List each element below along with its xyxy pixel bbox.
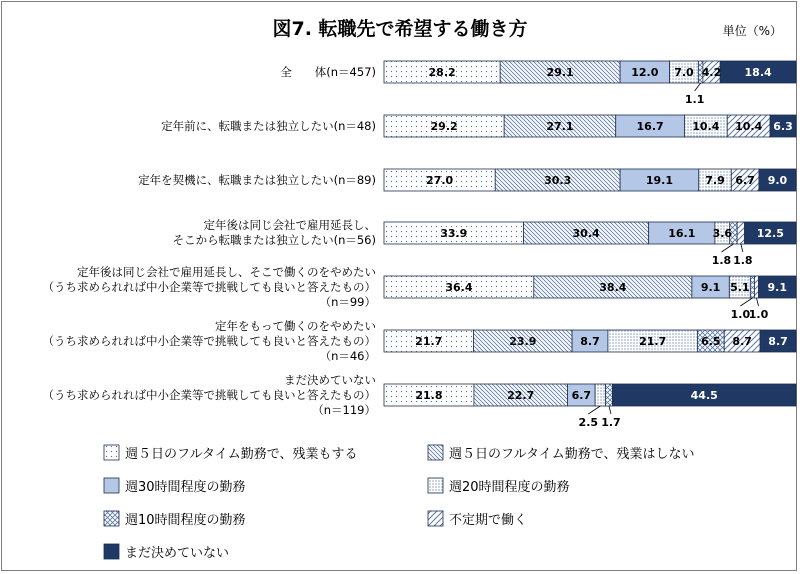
row-label-line: まだ決めていない xyxy=(284,372,376,387)
callout-line xyxy=(695,83,701,91)
value-label: 8.7 xyxy=(768,335,788,348)
row-label-line: （うち求められれば中小企業等で挑戦しても良いと答えたもの） xyxy=(42,387,376,402)
value-label: 8.7 xyxy=(732,335,752,348)
row-label-line: 定年後は同じ会社で雇用延長し、 xyxy=(203,218,376,232)
value-label: 12.0 xyxy=(631,66,659,79)
value-label: 29.2 xyxy=(430,120,458,133)
row-label-line: （うち求められれば中小企業等で挑戦しても良いと答えたもの） xyxy=(42,279,376,294)
value-label: 36.4 xyxy=(445,281,473,294)
legend-label: 週20時間程度の勤務 xyxy=(449,479,570,495)
value-label: 10.4 xyxy=(692,120,720,133)
callout-label: 2.5 xyxy=(578,416,599,429)
value-label: 27.0 xyxy=(426,174,454,187)
callout-label: 1.8 xyxy=(733,254,753,267)
value-label: 3.6 xyxy=(712,227,733,240)
row-label-line: 全 体(n＝457) xyxy=(280,64,376,79)
value-label: 30.4 xyxy=(572,227,600,240)
callout-line xyxy=(721,244,733,252)
legend-swatch xyxy=(104,445,119,460)
value-label: 9.1 xyxy=(700,281,721,294)
value-label: 22.7 xyxy=(507,389,535,402)
legend-label: 週30時間程度の勤務 xyxy=(125,479,246,495)
value-label: 7.9 xyxy=(705,174,725,187)
value-label: 9.1 xyxy=(767,281,788,294)
unit-label: 単位（%） xyxy=(722,24,782,38)
value-label: 5.1 xyxy=(730,281,750,294)
callout-label: 1.0 xyxy=(730,308,751,321)
row-label-line: （うち求められれば中小企業等で挑戦しても良いと答えたもの） xyxy=(42,333,376,348)
callout-label: 1.0 xyxy=(748,308,769,321)
value-label: 10.4 xyxy=(735,120,763,133)
value-label: 4.2 xyxy=(701,66,722,79)
row-label-line: （n＝99） xyxy=(319,294,376,309)
value-label: 7.0 xyxy=(674,66,694,79)
bar-segment xyxy=(750,276,754,298)
row-label-line: そこから転職または独立したい(n＝56) xyxy=(172,233,376,247)
value-label: 16.1 xyxy=(668,227,696,240)
bar-segment xyxy=(605,384,612,406)
value-label: 12.5 xyxy=(756,227,784,240)
value-label: 8.7 xyxy=(580,335,600,348)
row-label-line: 定年後は同じ会社で雇用延長し、そこで働くのをやめたい xyxy=(77,264,376,279)
value-label: 6.7 xyxy=(735,174,755,187)
value-label: 9.0 xyxy=(767,174,788,187)
legend-label: 週５日のフルタイム勤務で、残業もする xyxy=(125,446,358,462)
callout-line xyxy=(741,244,743,252)
value-label: 21.8 xyxy=(415,389,443,402)
legend-label: 週10時間程度の勤務 xyxy=(125,512,246,528)
value-label: 21.7 xyxy=(415,335,443,348)
callout-line xyxy=(756,298,758,306)
callout-line xyxy=(609,406,611,414)
value-label: 6.3 xyxy=(773,120,793,133)
legend-swatch xyxy=(104,478,119,493)
callout-line xyxy=(588,406,600,414)
value-label: 27.1 xyxy=(546,120,574,133)
row-label-line: 定年前に、転職または独立したい(n＝48) xyxy=(161,118,376,133)
row-label-line: （n＝119） xyxy=(312,402,376,417)
value-label: 38.4 xyxy=(599,281,627,294)
legend-swatch xyxy=(104,511,119,526)
bar-segment xyxy=(737,222,744,244)
chart-title: 図7. 転職先で希望する働き方 xyxy=(272,18,528,40)
legend-label: 不定期で働く xyxy=(449,512,528,528)
value-label: 21.7 xyxy=(639,335,667,348)
callout-line xyxy=(740,298,752,306)
value-label: 6.5 xyxy=(701,335,721,348)
legend-swatch xyxy=(104,544,119,559)
bar-segment xyxy=(754,276,758,298)
value-label: 30.3 xyxy=(544,174,572,187)
legend-swatch xyxy=(428,511,443,526)
value-label: 18.4 xyxy=(744,66,772,79)
row-label-line: （n＝46） xyxy=(319,348,376,363)
value-label: 19.1 xyxy=(645,174,673,187)
value-label: 28.2 xyxy=(428,66,456,79)
value-label: 33.9 xyxy=(440,227,468,240)
callout-label: 1.8 xyxy=(711,254,732,267)
legend-swatch xyxy=(428,478,443,493)
value-label: 6.7 xyxy=(571,389,592,402)
row-label-line: 定年を契機に、転職または独立したい(n＝89) xyxy=(138,172,376,187)
value-label: 44.5 xyxy=(690,389,718,402)
value-label: 16.7 xyxy=(636,120,664,133)
callout-label: 1.1 xyxy=(684,93,705,106)
bar-segment xyxy=(595,384,605,406)
callout-label: 1.7 xyxy=(601,416,621,429)
value-label: 23.9 xyxy=(509,335,537,348)
value-label: 29.1 xyxy=(546,66,574,79)
legend-label: まだ決めていない xyxy=(125,545,230,561)
row-label-line: 定年をもって働くのをやめたい xyxy=(215,318,376,333)
legend-swatch xyxy=(428,445,443,460)
legend-label: 週５日のフルタイム勤務で、残業はしない xyxy=(449,446,695,462)
bars-group xyxy=(384,61,796,429)
